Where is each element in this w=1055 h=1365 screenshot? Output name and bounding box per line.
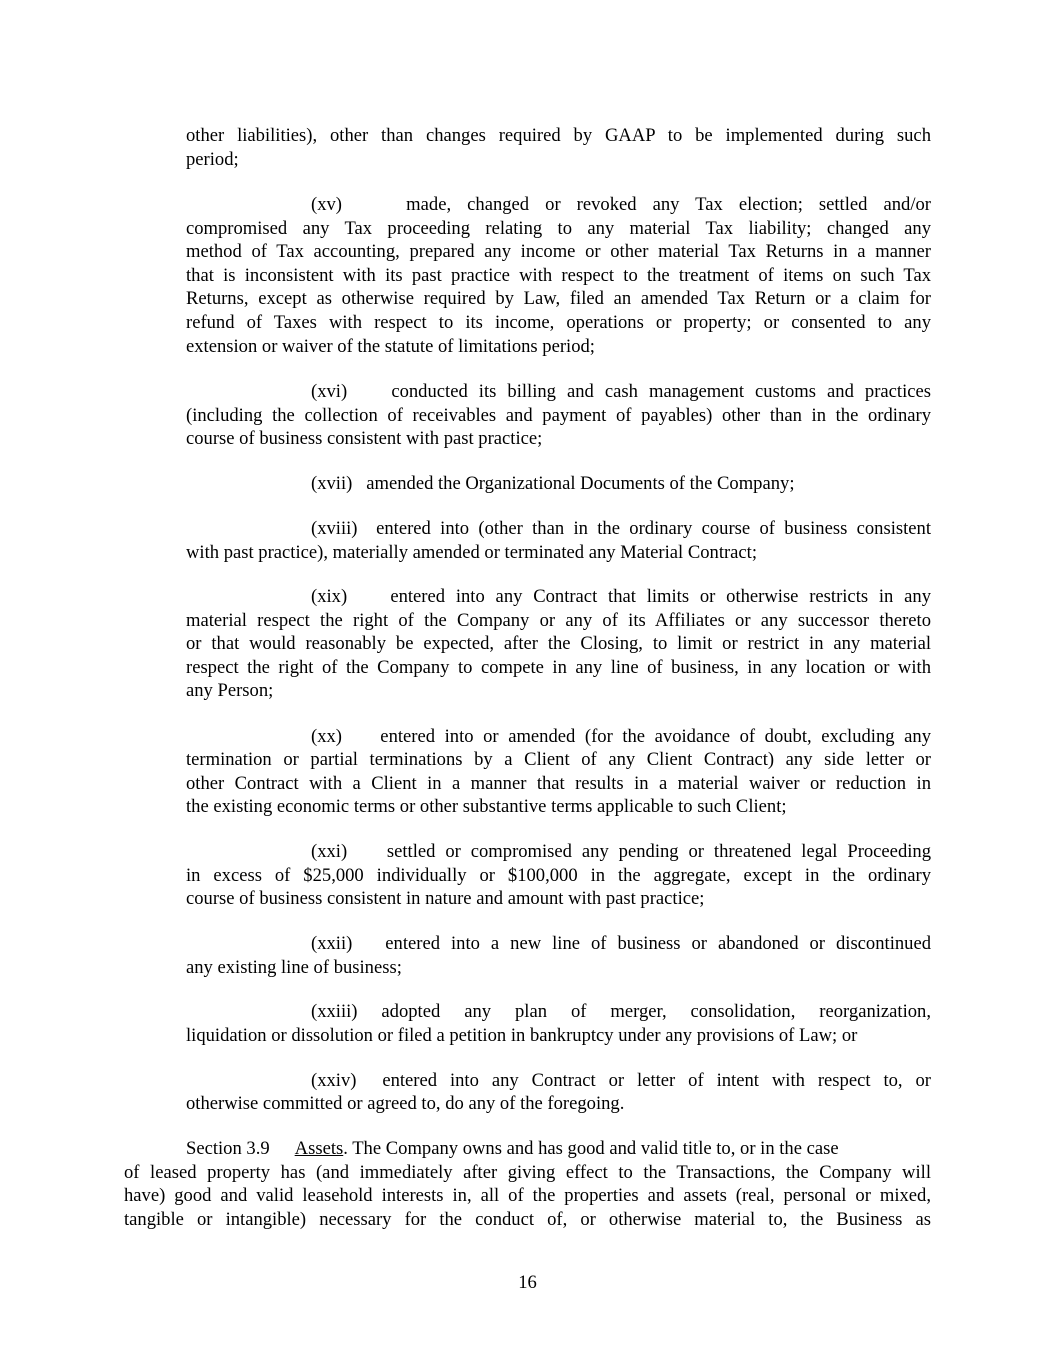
- page-number: 16: [518, 1272, 537, 1293]
- text-line: material respect the right of the Company or any of its Affiliates or any successor thereto: [186, 610, 931, 631]
- text-line: of leased property has (and immediately after giving effect to the Transactions, the Company will: [124, 1162, 931, 1183]
- text-line: (xxiii) adopted any plan of merger, consolidation, reorganization,: [311, 1001, 931, 1022]
- text-line: that is inconsistent with its past practice with respect to the treatment of items on such Tax: [186, 265, 931, 286]
- text-line: have) good and valid leasehold interests in, all of the properties and assets (real, personal or mixed,: [124, 1185, 931, 1206]
- text-line: tangible or intangible) necessary for the conduct of, or otherwise material to, the Business as: [124, 1209, 931, 1230]
- text-line: liquidation or dissolution or filed a petition in bankruptcy under any provisions of Law; or: [186, 1025, 858, 1046]
- text-line: compromised any Tax proceeding relating to any material Tax liability; changed any: [186, 218, 931, 239]
- text-line: (xviii) entered into (other than in the ordinary course of business consistent: [311, 518, 931, 539]
- text-line: method of Tax accounting, prepared any income or other material Tax Returns in a manner: [186, 241, 931, 262]
- text-line: (including the collection of receivables and payment of payables) other than in the ordinary: [186, 405, 931, 426]
- text-line: other liabilities), other than changes required by GAAP to be implemented during such: [186, 125, 931, 146]
- text-line: (xxiv) entered into any Contract or letter of intent with respect to, or: [311, 1070, 931, 1091]
- text-line: any Person;: [186, 680, 274, 701]
- text-line: otherwise committed or agreed to, do any of the foregoing.: [186, 1093, 625, 1114]
- text-line: (xxi) settled or compromised any pending or threatened legal Proceeding: [311, 841, 931, 862]
- text-line: with past practice), materially amended or terminated any Material Contract;: [186, 542, 758, 563]
- text-line: extension or waiver of the statute of limitations period;: [186, 336, 595, 357]
- text-line: [186, 1138, 931, 1160]
- text-line: any existing line of business;: [186, 957, 402, 978]
- text-line: other Contract with a Client in a manner that results in a material waiver or reduction in: [186, 773, 931, 794]
- text-line: course of business consistent with past practice;: [186, 428, 543, 449]
- text-line: (xix) entered into any Contract that limits or otherwise restricts in any: [311, 586, 931, 607]
- text-line: course of business consistent in nature and amount with past practice;: [186, 888, 705, 909]
- section-first-line-text: . The Company owns and has good and valid title to, or in the case: [343, 1138, 839, 1159]
- text-line: termination or partial terminations by a Client of any Client Contract) any side letter or: [186, 749, 931, 770]
- section-title: Assets: [294, 1138, 344, 1159]
- text-line: respect the right of the Company to compete in any line of business, in any location or with: [186, 657, 931, 678]
- text-line: the existing economic terms or other substantive terms applicable to such Client;: [186, 796, 787, 817]
- text-line: in excess of $25,000 individually or $100,000 in the aggregate, except in the ordinary: [186, 865, 931, 886]
- text-line: (xv) made, changed or revoked any Tax election; settled and/or: [311, 194, 931, 215]
- text-line: (xvii) amended the Organizational Documents of the Company;: [311, 473, 795, 494]
- text-line: (xx) entered into or amended (for the avoidance of doubt, excluding any: [311, 726, 931, 747]
- text-line: Returns, except as otherwise required by Law, filed an amended Tax Return or a claim for: [186, 288, 931, 309]
- text-line: or that would reasonably be expected, after the Closing, to limit or restrict in any material: [186, 633, 931, 654]
- text-line: refund of Taxes with respect to its income, operations or property; or consented to any: [186, 312, 931, 333]
- text-line: (xxii) entered into a new line of business or abandoned or discontinued: [311, 933, 931, 954]
- text-line: period;: [186, 149, 239, 170]
- section-number: Section 3.9: [186, 1138, 270, 1159]
- text-line: (xvi) conducted its billing and cash management customs and practices: [311, 381, 931, 402]
